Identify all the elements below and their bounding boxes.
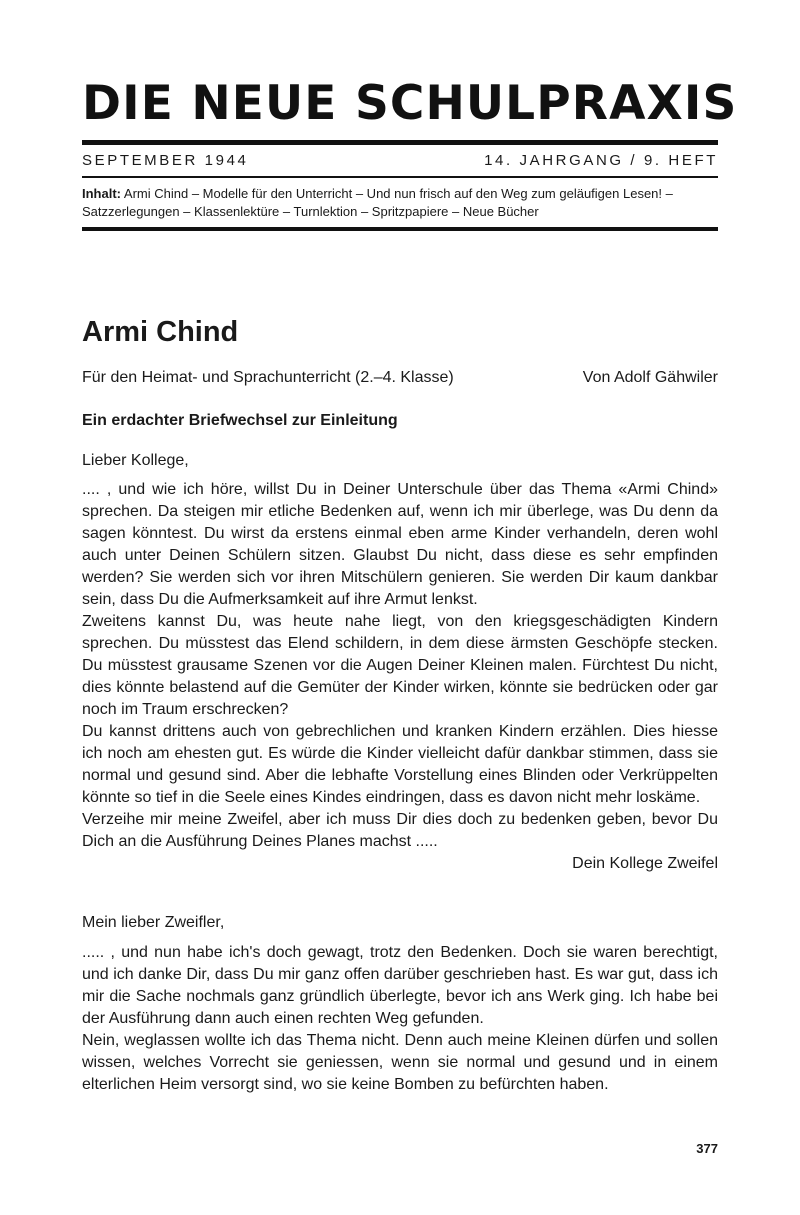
masthead-rule: [82, 140, 718, 145]
page-number: 377: [696, 1141, 718, 1156]
letter-1-paragraph: Verzeihe mir meine Zweifel, aber ich muss Dir dies doch zu bedenken geben, bevor Du Dich an die Ausführung Deines Planes machst .....: [82, 811, 718, 850]
letter-1: [82, 450, 718, 875]
toc-label: Inhalt:: [82, 186, 121, 201]
issue-date: SEPTEMBER 1944: [82, 152, 249, 169]
letter-2-paragraph: ..... , und nun habe ich's doch gewagt, trotz den Bedenken. Doch sie waren berechtigt, und ich danke Dir, dass Du mir ganz offen darüber geschrieben hast. Es war gut, dass ich mir die Sache nochmals ganz gründlich überlegte, bevor ich ans Werk ging. Ich habe bei der Ausführung dann auch einen rechten Weg gefunden.: [82, 944, 718, 1027]
letter-1-salutation: Lieber Kollege,: [82, 452, 189, 469]
article-title: Armi Chind: [82, 316, 239, 348]
dateline: [82, 152, 718, 169]
letter-1-paragraph: Du kannst drittens auch von gebrechlichen und kranken Kindern erzählen. Dies hiesse ich noch am ehesten gut. Es würde die Kinder vielleicht dafür dankbar stimmen, dass sie normal und gesund sind. Aber die lebhafte Vorstellung eines Blinden oder Verkrüppelten könnte so tief in die Seele eines Kindes eindringen, dass es davon nicht mehr loskäme.: [82, 723, 718, 806]
dateline-rule: [82, 176, 718, 178]
article-subline: [82, 369, 718, 387]
issue-volume: 14. JAHRGANG / 9. HEFT: [484, 152, 718, 169]
toc-text: Armi Chind – Modelle für den Unterricht – Und nun frisch auf den Weg zum geläufigen Lesen! – Satzzerlegungen – Klassenlektüre – Turnlektion – Spritzpapiere – Neue Bücher: [82, 186, 673, 219]
letter-2-salutation: Mein lieber Zweifler,: [82, 914, 225, 931]
letter-1-paragraph: .... , und wie ich höre, willst Du in Deiner Unterschule über das Thema «Armi Chind» sprechen. Da steigen mir etliche Bedenken auf, wenn ich mir überlege, was Du denn da sagen könntest. Du wirst da erstens einmal eben arme Kinder verhandeln, deren wohl auch unter Deinen Schülern sitzen. Glaubst Du nicht, dass diese es sehr empfinden werden? Sie werden sich vor ihren Mitschülern genieren. Sie werden Dir kaum dankbar sein, dass Du die Aufmerksamkeit auf ihre Armut lenkst.: [82, 481, 718, 608]
section-heading: Ein erdachter Briefwechsel zur Einleitung: [82, 412, 398, 429]
letter-2-paragraph: Nein, weglassen wollte ich das Thema nicht. Denn auch meine Kleinen dürfen und sollen wissen, welches Vorrecht sie geniessen, wenn sie normal und gesund und in einem elterlichen Heim versorgt sind, wo sie keine Bomben zu befürchten haben.: [82, 1032, 718, 1093]
letter-1-signature: Dein Kollege Zweifel: [572, 855, 718, 872]
letter-1-paragraph: Zweitens kannst Du, was heute nahe liegt, von den kriegsgeschädigten Kindern sprechen. Du müsstest das Elend schildern, in dem diese ärmsten Geschöpfe stecken. Du müsstest grausame Szenen vor die Augen Deiner Kleinen malen. Fürchtest Du nicht, dies könnte belastend auf die Gemüter der Kinder wirken, könnte sie bedrücken oder gar noch im Traum erschrecken?: [82, 613, 718, 718]
masthead: DIE NEUE SCHULPRAXIS: [82, 76, 738, 131]
article-subtitle: Für den Heimat- und Sprachunterricht (2.–4. Klasse): [82, 369, 454, 386]
table-of-contents: [82, 185, 718, 221]
toc-rule: [82, 227, 718, 231]
letter-2: [82, 912, 718, 1096]
article-author: Von Adolf Gähwiler: [582, 369, 718, 386]
